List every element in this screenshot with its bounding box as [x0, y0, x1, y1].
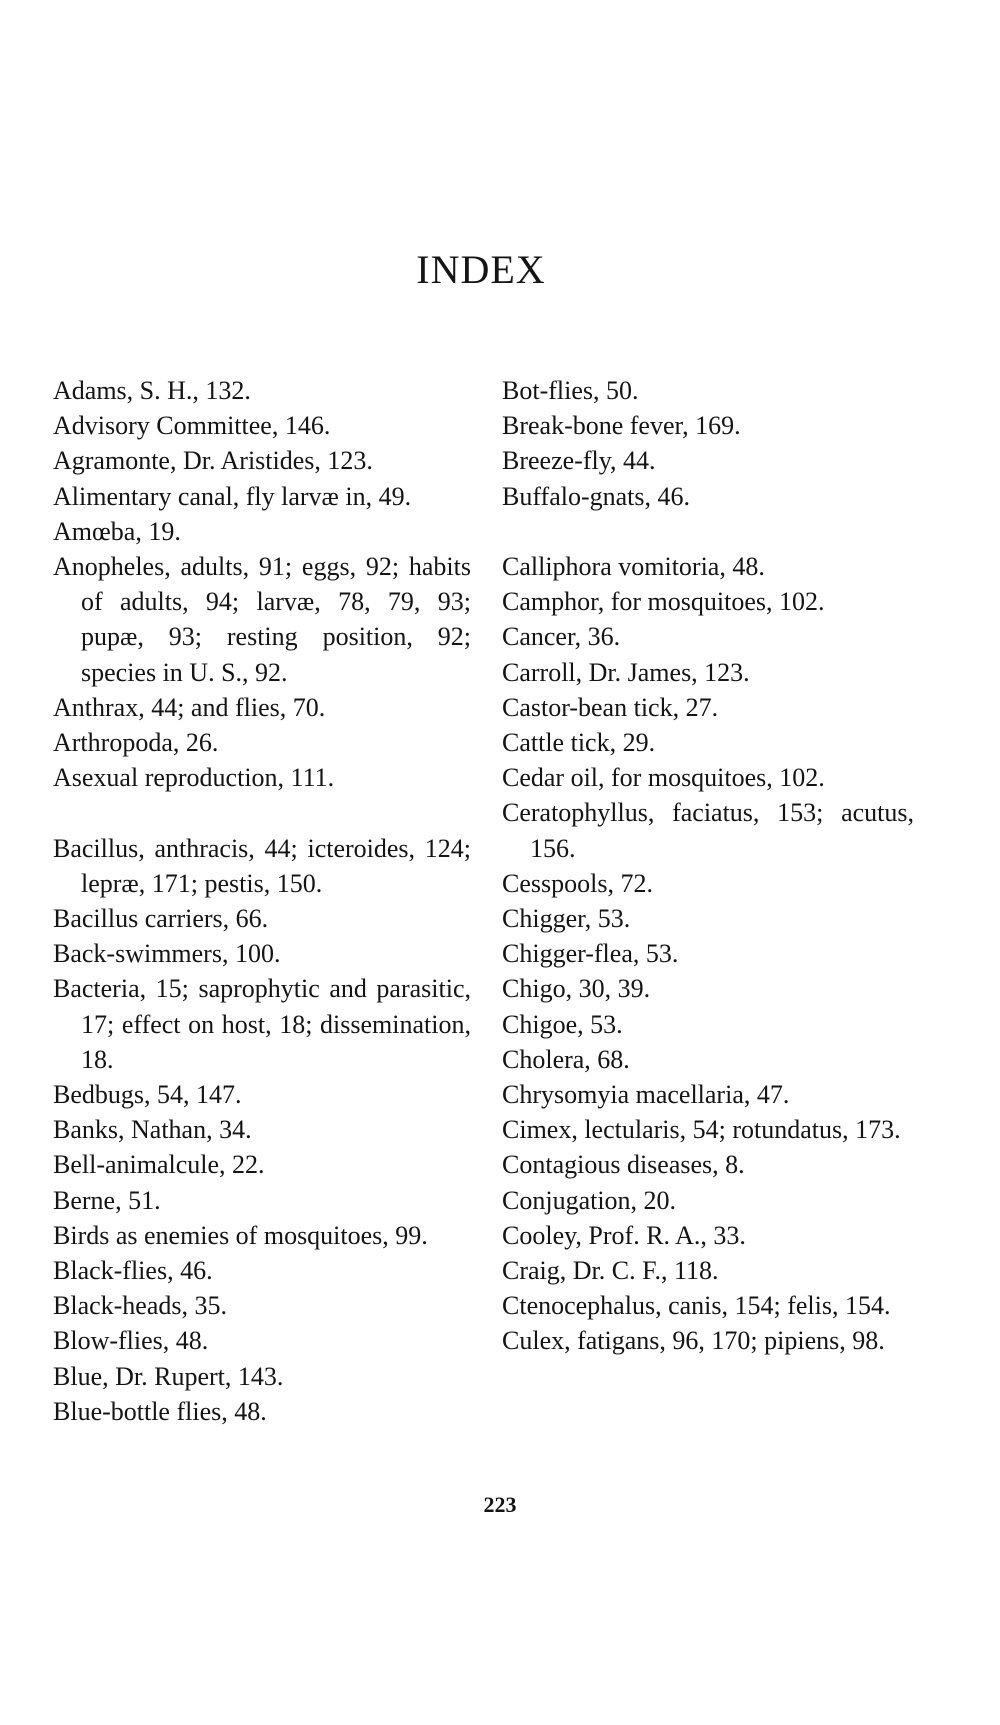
page-number: 223 [483, 1492, 517, 1517]
index-entry: Bell-animalcule, 22. [53, 1150, 265, 1180]
index-entry: Blow-flies, 48. [53, 1326, 209, 1356]
index-entry: Bedbugs, 54, 147. [53, 1080, 242, 1110]
index-entry: Carroll, Dr. James, 123. [502, 657, 750, 687]
index-entry: Cesspools, 72. [502, 868, 653, 898]
index-entry: Berne, 51. [53, 1185, 161, 1215]
index-column-left [53, 373, 471, 1429]
index-entry: Contagious diseases, 8. [502, 1150, 745, 1180]
index-entry: Ceratophyllus, faciatus, 153; acutus, 156. [502, 798, 914, 863]
index-entry: Culex, fatigans, 96, 170; pipiens, 98. [502, 1326, 885, 1356]
index-entry: Chrysomyia macellaria, 47. [502, 1080, 790, 1110]
index-entry: Calliphora vomitoria, 48. [502, 552, 765, 581]
index-entry: Anopheles, adults, 91; eggs, 92; habits of adults, 94; larvæ, 78, 79, 93; pupæ, 93; resting position, 92; species in U. S., 92. [53, 552, 471, 687]
index-entry: Adams, S. H., 132. [53, 376, 251, 405]
index-entry: Black-flies, 46. [53, 1256, 213, 1286]
index-entry: Craig, Dr. C. F., 118. [502, 1256, 719, 1286]
index-entry: Chigo, 30, 39. [502, 974, 651, 1004]
index-entry: Cooley, Prof. R. A., 33. [502, 1220, 746, 1250]
index-entry: Arthropoda, 26. [53, 728, 219, 758]
index-entry: Chigoe, 53. [502, 1009, 623, 1039]
index-column-right [502, 373, 914, 1359]
index-entry: Black-heads, 35. [53, 1291, 228, 1321]
index-entry: Asexual reproduction, 111. [53, 763, 335, 793]
index-entry: Conjugation, 20. [502, 1185, 677, 1215]
index-entry: Buffalo-gnats, 46. [502, 481, 690, 511]
index-entry: Castor-bean tick, 27. [502, 692, 719, 722]
index-entry: Birds as enemies of mosquitoes, 99. [53, 1220, 428, 1250]
index-entry: Chigger-flea, 53. [502, 939, 679, 969]
index-entry: Cimex, lectularis, 54; rotundatus, 173. [502, 1115, 901, 1145]
index-entry: Cancer, 36. [502, 622, 621, 652]
index-entry: Agramonte, Dr. Aristides, 123. [53, 446, 373, 476]
index-entry: Cholera, 68. [502, 1044, 630, 1074]
index-entry: Cattle tick, 29. [502, 728, 656, 758]
index-entry: Break-bone fever, 169. [502, 411, 741, 441]
index-entry: Blue, Dr. Rupert, 143. [53, 1361, 284, 1391]
index-entry: Blue-bottle flies, 48. [53, 1396, 267, 1426]
index-entry: Bacillus carriers, 66. [53, 904, 269, 934]
index-entry: Amœba, 19. [53, 516, 181, 546]
index-entry: Advisory Committee, 146. [53, 411, 331, 441]
index-entry: Back-swimmers, 100. [53, 939, 281, 969]
index-entry: Alimentary canal, fly larvæ in, 49. [53, 481, 412, 511]
index-entry: Banks, Nathan, 34. [53, 1115, 252, 1145]
index-entry: Breeze-fly, 44. [502, 446, 656, 476]
page-title: INDEX [416, 247, 546, 292]
index-entry: Bot-flies, 50. [502, 376, 639, 405]
index-entry: Cedar oil, for mosquitoes, 102. [502, 763, 825, 793]
index-entry: Chigger, 53. [502, 904, 631, 934]
index-entry: Camphor, for mosquitoes, 102. [502, 587, 825, 617]
index-entry: Ctenocephalus, canis, 154; felis, 154. [502, 1291, 891, 1321]
index-entry: Bacillus, anthracis, 44; icteroides, 124; lepræ, 171; pestis, 150. [53, 833, 471, 898]
index-entry: Anthrax, 44; and flies, 70. [53, 692, 326, 722]
index-entry: Bacteria, 15; saprophytic and parasitic, 17; effect on host, 18; dissemination, 18. [53, 974, 471, 1074]
